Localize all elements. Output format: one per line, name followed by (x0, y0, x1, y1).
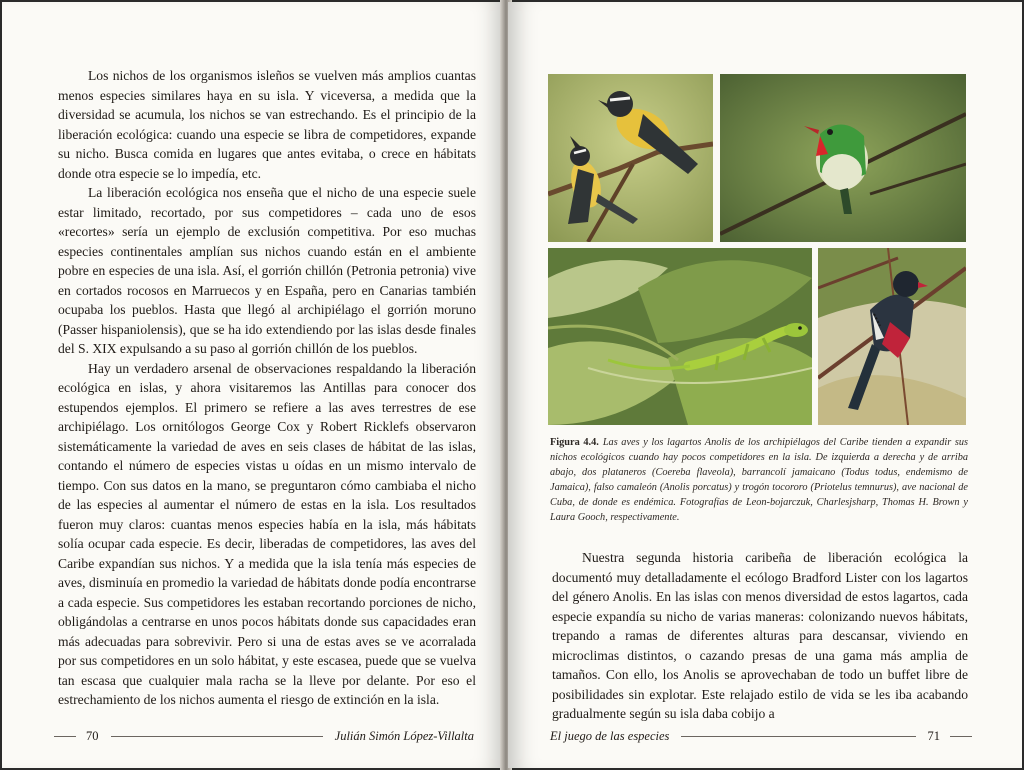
running-head-title: El juego de las especies (550, 729, 670, 743)
right-footer (550, 729, 972, 744)
footer-rule (681, 736, 915, 737)
body-paragraph: Los nichos de los organismos isleños se vuelven más amplios cuantas menos especies similares haya en su isla. Y viceversa, a medida que la diversidad se acumula, los nichos se van estrechando. Es el principio de la liberación ecológica: cuando una especie se libra de competidores, expande su nicho. Busca comida en lugares que antes evitaba, o crece en hábitats donde otra especie se lo impedía, etc. (58, 68, 476, 181)
figure-label: Figura 4.4. (550, 437, 599, 448)
figure-caption-text: Las aves y los lagartos Anolis de los archipiélagos del Caribe tienden a expandir sus nichos ecológicos cuando hay pocos competidores en la isla. De izquierda a derecha y de arriba abajo, dos plataneros (Coereba flaveola), barrancolí jamaicano (Todus todus, endemismo de Jamaica), falso camaleón (Anolis porcatus) y trogón tocororo (Priotelus temnurus), ave nacional de Cuba, de donde es endémica. Fotografías de Leon-bojarczuk, Charlesjsharp, Thomas H. Brown y Laura Gooch, respectivamente. (550, 437, 968, 523)
photo-jamaican-tody (720, 74, 966, 242)
footer-rule (111, 736, 323, 737)
left-footer (54, 729, 474, 744)
running-head-author: Julián Simón López-Villalta (334, 729, 474, 743)
body-paragraph: Hay un verdadero arsenal de observaciones respaldando la liberación ecológica en islas, y ahora visitaremos las Antillas para conocer dos estupendos ejemplos. El primero se refiere a las aves terrestres de ese archipiélago. Los ornitólogos George Cox y Robert Ricklefs observaron sistemáticamente la variedad de aves en seis clases de hábitat de las islas, contando el número de especies vistas u oídas en un mismo intervalo de tiempo. Con sus datos en la mano, se preguntaron cómo cambiaba el nicho de las especies al aumentar el número de estas en la isla. Los resultados fueron muy claros: cuantas menos especies había en la isla, más hábitats solía ocupar cada especie. Es decir, liberadas de competidores, las aves del Caribe expandían sus nichos. Y a medida que la isla tenía más especies de aves, disminuía en promedio la variedad de hábitats donde podía encontrarse a cada especie. Sus competidores les estaban recortando porciones de nicho, obligándolas a centrarse en unos pocos hábitats donde sus capacidades eran más adecuadas para sobrevivir. Pero si una de estas aves se ve acorralada por sus competidores en un solo hábitat, y este escasea, puede que se vuelva tan escasa que cualquier mala racha se la lleve por delante. Por eso el estrechamiento de los nichos aumenta el riesgo de extinción en la isla. (58, 360, 476, 707)
photo-cuban-trogon (818, 248, 966, 425)
left-page (2, 2, 504, 768)
footer-rule (950, 736, 972, 737)
page-number: 70 (86, 729, 99, 743)
right-body-text (552, 548, 968, 724)
body-paragraph: La liberación ecológica nos enseña que el nicho de una especie suele estar limitado, recortado, por sus competidores – cada uno de esos «recortes» sería un ejemplo de exclusión competitiva. Por eso muchas especies continentales amplían sus nichos cuando están en el ambiente pobre en especies de una isla. Así, el gorrión chillón (Petronia petronia) vive en cortados rocosos en Marruecos y en España, pero en Canarias también ocupaba los pueblos. Hasta que llegó al archipiélago el gorrión moruno (Passer hispaniolensis), que se ha ido extendiendo por las islas desde finales del S. XIX expulsando a su paso al gorrión chillón de los pueblos. (58, 185, 476, 356)
page-number: 71 (927, 729, 940, 743)
right-page (508, 2, 1022, 768)
photo-anole-lizard (548, 248, 812, 425)
left-body-text (58, 66, 476, 710)
footer-rule (54, 736, 76, 737)
photo-bananaquits (548, 74, 713, 242)
figure-caption (550, 435, 968, 525)
body-paragraph: Nuestra segunda historia caribeña de liberación ecológica la documentó muy detalladamente el ecólogo Bradford Lister con los lagartos del género Anolis. En las islas con menos diversidad de estos lagartos, cada especie expandía su nicho de varias maneras: colonizando nuevos hábitats, trepando a ramas de diferentes alturas para descansar, viviendo en microclimas distintos, o cazando presas de una gama más amplia de tamaños. Con ello, los Anolis se aprovechaban de todo un buffet libre de posibilidades sin explotar. Este relajado estilo de vida se les iba acabando gradualmente según su isla daba cobijo a (552, 550, 968, 721)
